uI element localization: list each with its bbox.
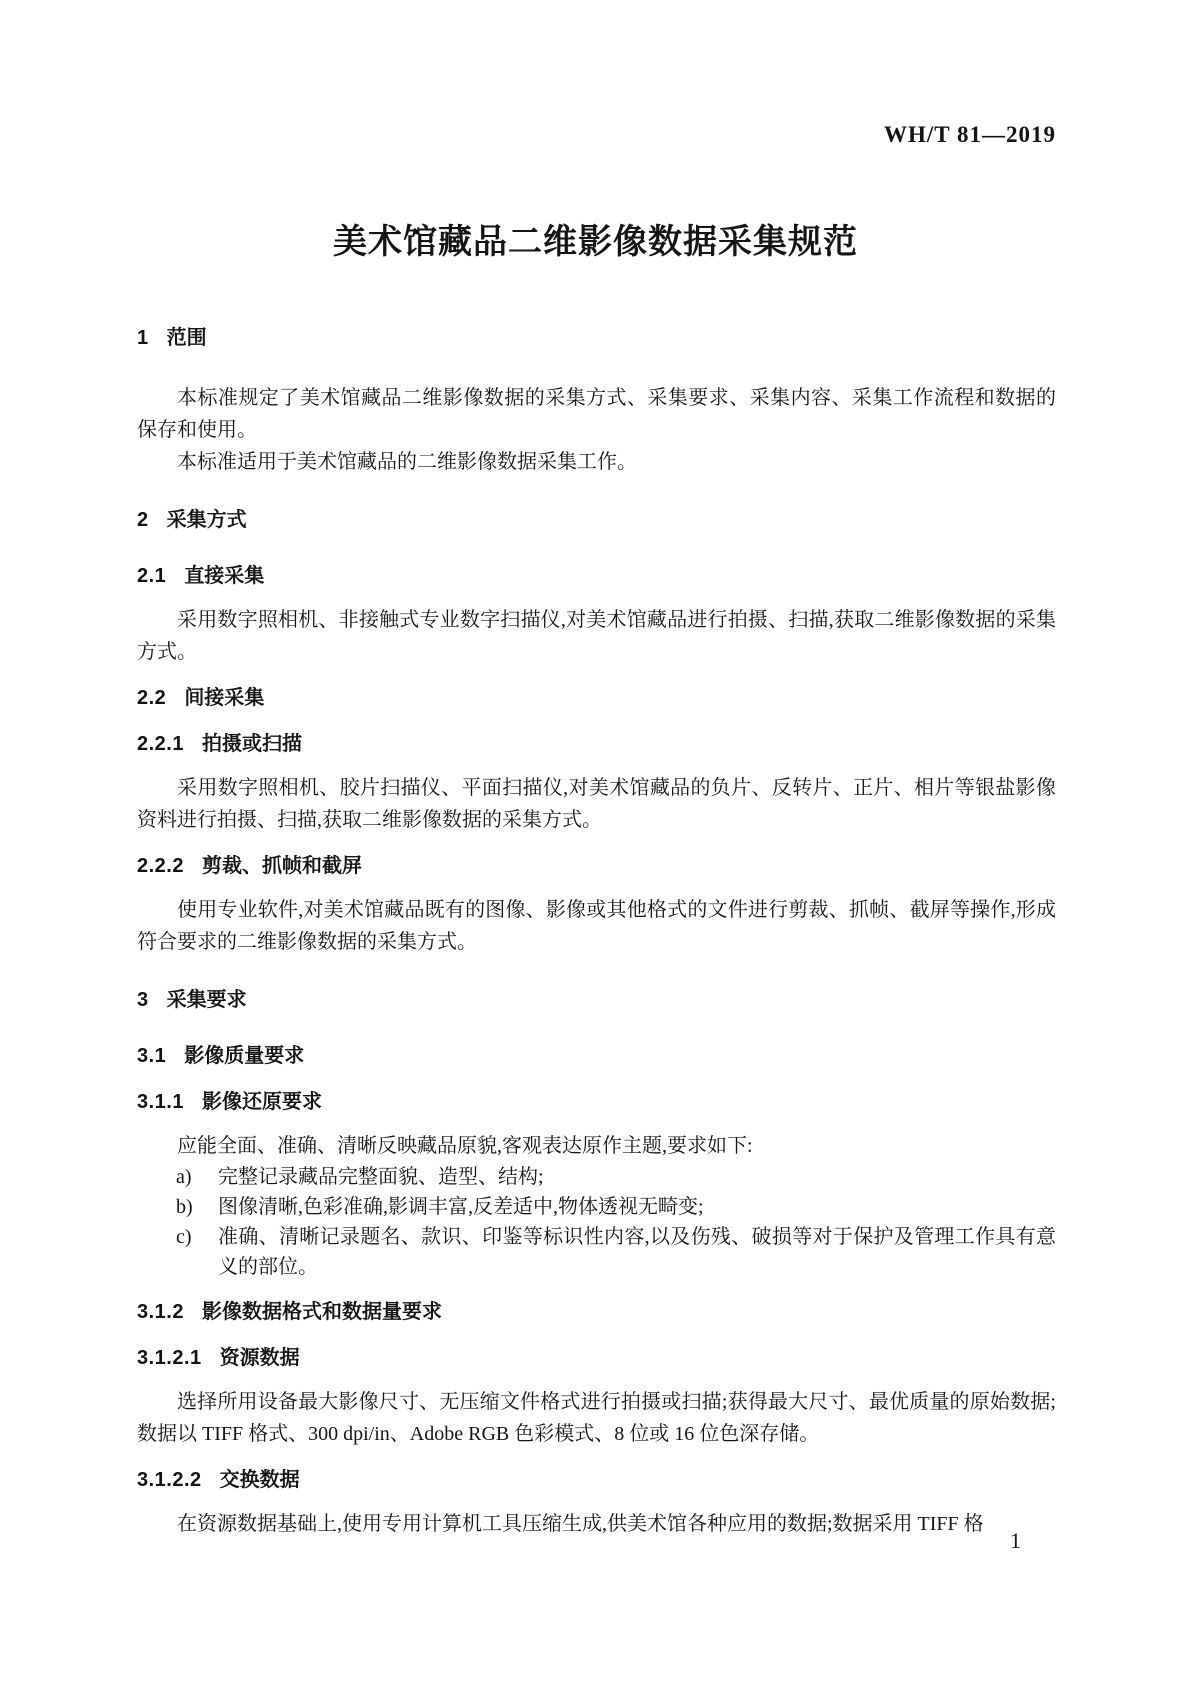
paragraph-crop-capture: 使用专业软件,对美术馆藏品既有的图像、影像或其他格式的文件进行剪裁、抓帧、截屏等操作,形成符合要求的二维影像数据的采集方式。 xyxy=(137,899,1056,953)
heading-title: 间接采集 xyxy=(184,687,265,709)
list-text-b: 图像清晰,色彩准确,影调丰富,反差适中,物体透视无畸变; xyxy=(218,1196,704,1218)
heading-number: 2.1 xyxy=(137,565,167,587)
heading-clause-1 xyxy=(137,322,1056,354)
document-title: 美术馆藏品二维影像数据采集规范 xyxy=(333,223,858,261)
heading-clause-2 xyxy=(137,504,1056,536)
heading-title: 影像质量要求 xyxy=(184,1045,305,1067)
heading-title: 范围 xyxy=(166,327,207,349)
heading-title: 剪裁、抓帧和截屏 xyxy=(201,855,362,877)
heading-number: 2.2.2 xyxy=(137,855,184,877)
list-item-b xyxy=(137,1192,1056,1222)
page-number: 1 xyxy=(1010,1528,1021,1553)
heading-number: 3.1.2.2 xyxy=(137,1469,202,1491)
heading-title: 采集要求 xyxy=(166,989,247,1011)
heading-clause-3 xyxy=(137,984,1056,1016)
heading-title: 影像数据格式和数据量要求 xyxy=(201,1301,442,1323)
paragraph-shoot-or-scan: 采用数字照相机、胶片扫描仪、平面扫描仪,对美术馆藏品的负片、反转片、正片、相片等银盐影像资料进行拍摄、扫描,获取二维影像数据的采集方式。 xyxy=(137,777,1056,831)
heading-title: 拍摄或扫描 xyxy=(201,733,302,755)
heading-number: 3.1.2.1 xyxy=(137,1347,202,1369)
paragraph-exchange-data: 在资源数据基础上,使用专用计算机工具压缩生成,供美术馆各种应用的数据;数据采用 TIFF 格 xyxy=(177,1513,984,1535)
heading-clause-3-1-2-1 xyxy=(137,1342,1056,1374)
heading-clause-3-1-2 xyxy=(137,1296,1056,1328)
list-marker-b: b) xyxy=(176,1196,193,1218)
heading-title: 交换数据 xyxy=(219,1469,300,1491)
heading-number: 3.1.2 xyxy=(137,1301,184,1323)
standard-code: WH/T 81—2019 xyxy=(884,122,1056,147)
heading-number: 2.2 xyxy=(137,687,167,709)
heading-title: 资源数据 xyxy=(219,1347,300,1369)
list-item-c xyxy=(137,1222,1056,1282)
list-text-a: 完整记录藏品完整面貌、造型、结构; xyxy=(218,1166,544,1188)
paragraph-restore-requirements: 应能全面、准确、清晰反映藏品原貌,客观表达原作主题,要求如下: xyxy=(177,1135,753,1157)
list-text-c: 准确、清晰记录题名、款识、印鉴等标识性内容,以及伤残、破损等对于保护及管理工作具有意义的部位。 xyxy=(218,1226,1056,1278)
list-marker-a: a) xyxy=(176,1166,192,1188)
heading-clause-3-1-1 xyxy=(137,1086,1056,1118)
heading-number: 2 xyxy=(137,509,149,531)
heading-clause-2-2-2 xyxy=(137,850,1056,882)
paragraph-direct-collection: 采用数字照相机、非接触式专业数字扫描仪,对美术馆藏品进行拍摄、扫描,获取二维影像数据的采集方式。 xyxy=(137,609,1056,663)
heading-number: 3 xyxy=(137,989,149,1011)
heading-clause-2-1 xyxy=(137,560,1056,592)
requirement-list xyxy=(137,1162,1056,1282)
paragraph-resource-data: 选择所用设备最大影像尺寸、无压缩文件格式进行拍摄或扫描;获得最大尺寸、最优质量的原始数据;数据以 TIFF 格式、300 dpi/in、Adobe RGB 色彩模式、8 位或 16 位色深存储。 xyxy=(137,1391,1056,1445)
heading-number: 2.2.1 xyxy=(137,733,184,755)
paragraph-scope-2: 本标准适用于美术馆藏品的二维影像数据采集工作。 xyxy=(177,451,637,473)
heading-clause-3-1 xyxy=(137,1040,1056,1072)
heading-number: 3.1.1 xyxy=(137,1091,184,1113)
heading-clause-2-2 xyxy=(137,682,1056,714)
heading-number: 1 xyxy=(137,327,149,349)
document-body xyxy=(137,322,1056,1540)
list-marker-c: c) xyxy=(176,1226,192,1248)
paragraph-scope-1: 本标准规定了美术馆藏品二维影像数据的采集方式、采集要求、采集内容、采集工作流程和数据的保存和使用。 xyxy=(137,387,1056,441)
heading-title: 直接采集 xyxy=(184,565,265,587)
heading-title: 影像还原要求 xyxy=(201,1091,322,1113)
list-item-a xyxy=(137,1162,1056,1192)
heading-title: 采集方式 xyxy=(166,509,247,531)
heading-clause-2-2-1 xyxy=(137,728,1056,760)
heading-clause-3-1-2-2 xyxy=(137,1464,1056,1496)
heading-number: 3.1 xyxy=(137,1045,167,1067)
